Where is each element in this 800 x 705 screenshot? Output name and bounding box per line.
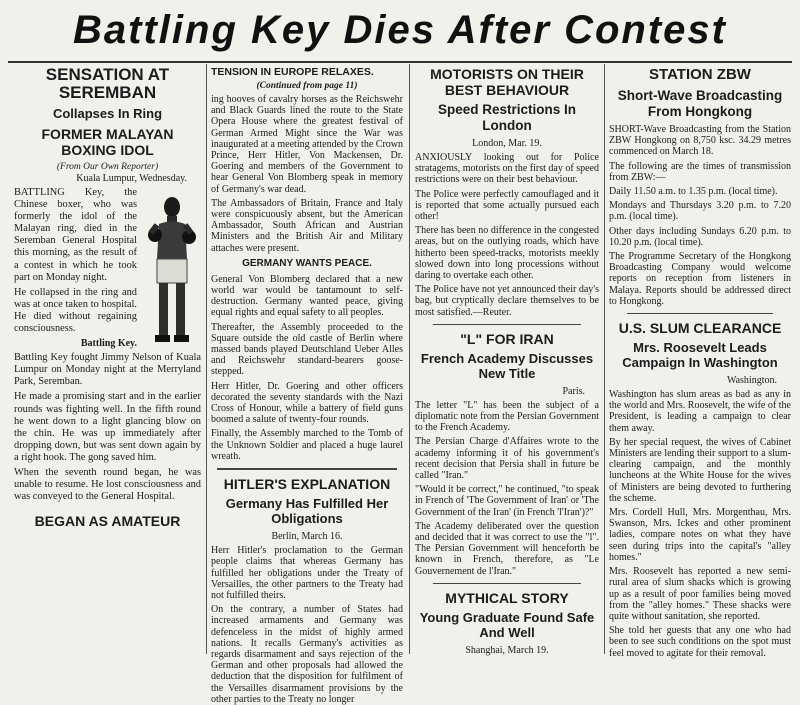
iran-para: "Would it be correct," he continued, "to speak in French of 'The Government of Iran' or 'The Government of the Iran' (in French 'l'Iran')?"	[415, 484, 599, 518]
zbw-para: The following are the times of transmission from ZBW:—	[609, 160, 791, 183]
mythical-subhead: Young Graduate Found Safe And Well	[419, 609, 595, 640]
section-divider	[433, 324, 581, 325]
iran-subhead: French Academy Discusses New Title	[420, 350, 594, 381]
zbw-subhead: Short-Wave Broadcasting From Hongkong	[617, 88, 783, 119]
europe-continued-headline: TENSION IN EUROPE RELAXES.	[211, 66, 374, 78]
zbw-headline: STATION ZBW	[649, 66, 751, 83]
continued-note: (Continued from page 11)	[256, 81, 358, 91]
boxing-para: BATTLING Key, the Chinese boxer, who was formerly the idol of the Malayan ring, died in the Seremban General Hospital this morning, as the result of a contest in which he took part on Monday night.	[14, 187, 137, 283]
boxer-photo	[143, 189, 201, 349]
boxing-byline: (From Our Own Reporter)	[56, 162, 159, 172]
europe-para: The Ambassadors of Britain, France and Italy were conspicuously absent, but the American Ambassador, South African and Austrian Ministers and the British Air and Military attaches were present.	[211, 197, 403, 254]
slum-para: By her special request, the wives of Cabinet Ministers are lending their support to a slum-clearing campaign, and the monthly luncheons at the White House for the wives of Ministers are being devoted to furthering the scheme.	[609, 436, 791, 504]
zbw-para: Mondays and Thursdays 3.20 p.m. to 7.20 p.m. (local time).	[609, 200, 791, 223]
column-rule	[409, 64, 410, 654]
column-motorists	[411, 64, 603, 654]
iran-para: The Persian Charge d'Affaires wrote to the academy informing it of his government's recent decision that Persia shall in future be called "Iran."	[415, 436, 599, 482]
column-europe	[207, 64, 407, 705]
zbw-para: SHORT-Wave Broadcasting from the Station ZBW Hongkong on 8,750 ksc. 34.29 metres commenced on March 18.	[609, 124, 791, 158]
hitler-para: Herr Hitler's proclamation to the German people claims that whereas Germany has fulfilled her obligations under the Treaty of Versailles, the other partners to the Treaty had not fulfilled theirs.	[211, 545, 403, 601]
boxing-subhead-2: FORMER MALAYAN BOXING IDOL	[41, 126, 174, 158]
hitler-dateline: Berlin, March 16.	[271, 531, 343, 543]
boxer-figure-icon	[143, 189, 201, 349]
motorists-para: The Police were perfectly camouflaged and it is reported that some actually pursued each other!	[415, 188, 599, 223]
mythical-dateline: Shanghai, March 19.	[465, 644, 549, 656]
slum-para: Washington has slum areas as bad as any in the world and Mrs. Roosevelt, the wife of the President, is leading a campaign to clear them away.	[609, 389, 791, 434]
slum-subhead: Mrs. Roosevelt Leads Campaign In Washington	[622, 340, 778, 371]
slum-headline: U.S. SLUM CLEARANCE	[618, 320, 782, 337]
slum-dateline: Washington.	[726, 375, 777, 387]
column-radio	[605, 64, 795, 659]
boxing-dateline: Kuala Lumpur, Wednesday.	[76, 173, 187, 184]
column-boxing	[10, 64, 205, 654]
hitler-headline: HITLER'S EXPLANATION	[223, 476, 391, 493]
boxing-para: He collapsed in the ring and was at once taken to hospital. He died without regaining consciousness.	[14, 286, 137, 335]
mythical-headline: MYTHICAL STORY	[445, 589, 569, 606]
photo-caption: Battling Key.	[80, 338, 137, 350]
motorists-dateline: London, Mar. 19.	[472, 138, 542, 149]
motorists-para: The Police have not yet announced their day's bag, but cryptically declare themselves to be most satisfied.—Reuter.	[415, 284, 599, 318]
iran-headline: "L" FOR IRAN	[460, 330, 554, 347]
slum-para: She told her guests that any one who had been to see such conditions on the spot must feel moved to agitate for their removal.	[609, 625, 791, 659]
section-divider	[217, 468, 397, 470]
hitler-subhead: Germany Has Fulfilled Her Obligations	[225, 496, 389, 527]
europe-para: ing hooves of cavalry horses as the Reichswehr and Black Guards lined the route to the State Opera House where the greatest festival of German Armed Might since the War was inaugurated at a meeting attended by the Crown Prince, Herr Hitler, Von Mackensen, Dr. Goering and members of the Government to hear General Von Blomberg speak in memory of Germany's war dead.	[211, 94, 403, 195]
boxing-subhead-bottom: BEGAN AS AMATEUR	[34, 513, 181, 530]
banner-headline: Battling Key Dies After Contest	[73, 8, 727, 52]
zbw-para: The Programme Secretary of the Hongkong Broadcasting Company would welcome reports on reception from listeners in Malaya. Reports should be addressed direct to Hongkong.	[609, 251, 791, 307]
europe-para: Finally, the Assembly marched to the Tomb of the Unknown Soldier and placed a huge laurel wreath.	[211, 428, 403, 462]
hitler-para: On the contrary, a number of States had increased armaments and Germany was defenceless in the midst of highly armed nations. It recalls Germany's activities as regards disarmament and says rejection of the German and other proposals had allowed the deduction that the disposition for fulfilment of the Versailles disarmament provisions by the other parties to the Treaty no longer	[211, 604, 403, 705]
boxing-headline: SENSATION AT SEREMBAN	[45, 65, 170, 102]
zbw-para: Other days including Sundays 6.20 p.m. to 10.20 p.m. (local time).	[609, 225, 791, 248]
slum-para: Mrs. Roosevelt has reported a new semi-rural area of slum shacks which is growing up as a result of poor families being moved from the "alley homes." These shacks were quite without sanitation, she reported.	[609, 566, 791, 622]
boxing-para: He made a promising start and in the earlier rounds was fighting well. In the fifth round he went down to a light glancing blow on the chin. He was up immediately after dropping down, but was sent down again by a right hook. The gong saved him.	[14, 391, 201, 463]
section-divider	[433, 583, 581, 584]
europe-para: General Von Blomberg declared that a new world war would be tantamount to self-destruction. Germany wanted peace, giving equal rights and equal safety to all peoples.	[211, 273, 403, 319]
iran-para: The letter "L" has been the subject of a diplomatic note from the Persian Government to the French Academy.	[415, 399, 599, 434]
iran-dateline: Paris.	[562, 385, 585, 397]
motorists-headline: MOTORISTS ON THEIR BEST BEHAVIOUR	[430, 66, 584, 98]
section-divider	[627, 313, 773, 314]
iran-para: The Academy deliberated over the question and decided that it was correct to use the "l". The Persian Government will henceforth be known in French, therefore, as "Le Gouvernement de l'Iran."	[415, 520, 599, 577]
boxing-subhead: Collapses In Ring	[52, 106, 163, 121]
europe-para: Herr Hitler, Dr. Goering and other officers decorated the seventy standards with the Nazi Cross of Honour, while a battery of field guns boomed a salute of twenty-four rounds.	[211, 380, 403, 426]
europe-para: Thereafter, the Assembly proceeded to the Square outside the old castle of Berlin where massed bands played Deutschland Ueber Alles and Reichswehr standard-bearers goose-stepped.	[211, 321, 403, 378]
motorists-subhead: Speed Restrictions In London	[437, 102, 577, 133]
motorists-para: ANXIOUSLY looking out for Police stratagems, motorists on the first day of speed restrictions were on their best behaviour.	[415, 152, 599, 186]
boxing-para: When the seventh round began, he was unable to resume. He lost consciousness and was conveyed to the General Hospital.	[14, 466, 201, 503]
banner-rule	[8, 61, 792, 63]
zbw-para: Daily 11.50 a.m. to 1.35 p.m. (local time).	[609, 186, 778, 198]
boxing-para: Battling Key fought Jimmy Nelson of Kuala Lumpur on Monday night at the Merryland Park, Seremban.	[14, 352, 201, 388]
slum-para: Mrs. Cordell Hull, Mrs. Morgenthau, Mrs. Swanson, Mrs. Ickes and other prominent ladies, compare notes on what they have seen during trips into the capital's "alley homes."	[609, 507, 791, 563]
motorists-para: There has been no difference in the congested areas, but on the outlying roads, which have hitherto been speed-tracks, motorists meekly slowed down into long processions without daring to overtake each other.	[415, 225, 599, 282]
europe-subhead: GERMANY WANTS PEACE.	[242, 257, 372, 269]
